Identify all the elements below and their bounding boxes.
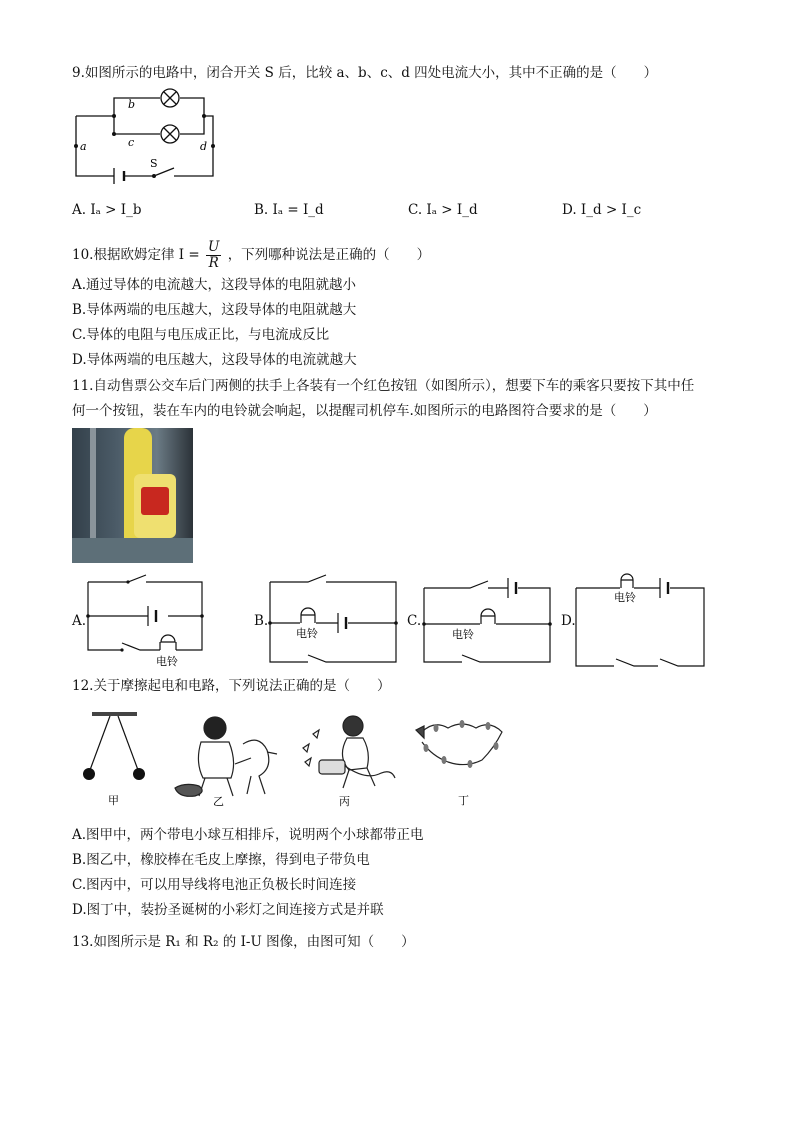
q12-option-a: A.图甲中，两个带电小球互相排斥，说明两个小球都带正电 <box>72 827 424 843</box>
label-d: d <box>200 140 208 153</box>
q11-circuit-c <box>420 570 555 670</box>
q11-option-c-letter: C. <box>407 613 422 629</box>
q11-circuit-d <box>572 568 707 670</box>
q9-stem: 9.如图所示的电路中，闭合开关 S 后，比较 a、b、c、d 四处电流大小，其中不正确的是（ ） <box>72 65 658 81</box>
q12-figure-jia <box>80 712 150 807</box>
q11-stem-line1: 11.自动售票公交车后门两侧的扶手上各装有一个红色按钮（如图所示），想要下车的乘客只要按下其中任 <box>72 378 695 394</box>
label-c: c <box>128 136 135 149</box>
q10-option-b: B.导体两端的电压越大，这段导体的电阻就越大 <box>72 302 357 318</box>
ohm-fraction <box>206 240 221 271</box>
fraction-denominator: R <box>208 255 219 271</box>
bell-label-c: 电铃 <box>452 628 474 641</box>
q9-option-a: A. Iₐ > I_b <box>72 202 142 218</box>
bell-label-d: 电铃 <box>614 591 636 604</box>
q12-figure-ding <box>414 712 509 807</box>
label-b: b <box>128 98 136 111</box>
q10-option-d: D.导体两端的电压越大，这段导体的电流就越大 <box>72 352 357 368</box>
q12-stem: 12.关于摩擦起电和电路，下列说法正确的是（ ） <box>72 678 391 694</box>
q13-stem: 13.如图所示是 R₁ 和 R₂ 的 I-U 图像，由图可知（ ） <box>72 934 415 950</box>
figure-label-yi: 乙 <box>213 795 224 808</box>
bell-label-a: 电铃 <box>156 655 178 668</box>
q10-stem <box>72 240 430 271</box>
q11-circuit-b <box>266 570 401 670</box>
q12-figure-yi <box>155 704 285 809</box>
q9-option-c: C. Iₐ > I_d <box>408 202 478 218</box>
q11-stem-line2: 何一个按钮，装在车内的电铃就会响起，以提醒司机停车.如图所示的电路图符合要求的是（ ） <box>72 403 657 419</box>
q10-option-a: A.通过导体的电流越大，这段导体的电阻就越小 <box>72 277 357 293</box>
q9-circuit-diagram <box>70 84 220 188</box>
fraction-numerator: U <box>208 239 220 255</box>
q12-option-d: D.图丁中，装扮圣诞树的小彩灯之间连接方式是并联 <box>72 902 384 918</box>
label-s: S <box>150 157 158 170</box>
q11-option-a-letter: A. <box>72 613 87 629</box>
bus-button-photo <box>72 428 193 563</box>
q10-stem-post: ，下列哪种说法是正确的（ ） <box>227 247 431 263</box>
q12-option-b: B.图乙中，橡胶棒在毛皮上摩擦，得到电子带负电 <box>72 852 370 868</box>
figure-label-bing: 丙 <box>339 795 350 808</box>
q11-option-d-letter: D. <box>561 613 576 629</box>
q10-stem-pre: 10.根据欧姆定律 I = <box>72 247 200 263</box>
bell-label-b: 电铃 <box>296 627 318 640</box>
q12-figure-bing <box>295 704 405 809</box>
figure-label-ding: 丁 <box>458 794 469 807</box>
figure-label-jia: 甲 <box>108 794 119 807</box>
q12-option-c: C.图丙中，可以用导线将电池正负极长时间连接 <box>72 877 357 893</box>
q11-option-b-letter: B. <box>254 613 269 629</box>
q9-option-d: D. I_d > I_c <box>562 202 642 218</box>
q11-circuit-a <box>84 570 206 670</box>
label-a: a <box>80 140 87 153</box>
q10-option-c: C.导体的电阻与电压成正比，与电流成反比 <box>72 327 330 343</box>
q9-option-b: B. Iₐ = I_d <box>254 202 324 218</box>
